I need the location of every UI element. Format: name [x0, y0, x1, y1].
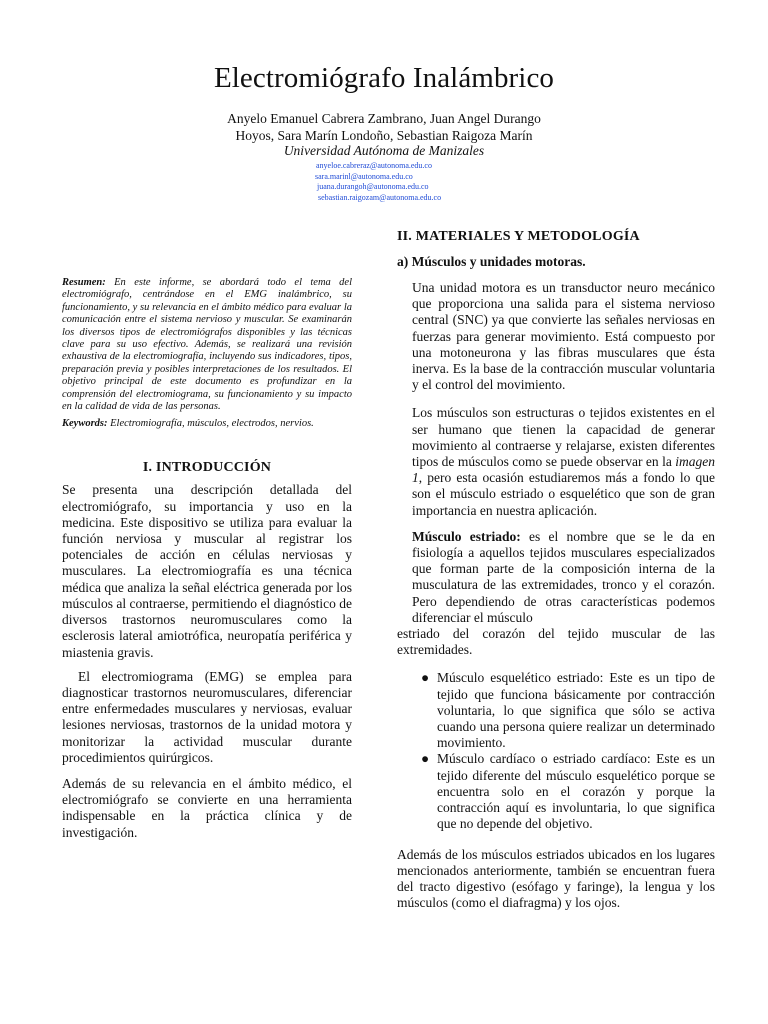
- bullet-icon: ●: [421, 670, 430, 686]
- email-link[interactable]: sara.marinl@autonoma.edu.co: [315, 171, 413, 181]
- authors-line-2: Hoyos, Sara Marín Londoño, Sebastian Raigoza Marín: [235, 128, 533, 143]
- methods-paragraph-2: Los músculos son estructuras o tejidos existentes en el ser humano que tienen la capacidad de generar movimiento al contraerse y relajarse, existen diferentes tipos de músculos como se puede observar en la imagen 1, pero esta ocasión estudiaremos más a fondo lo que son el músculo estriado o esquelético que son de gran importancia en nuestra aplicación.: [412, 405, 715, 518]
- right-column: [397, 229, 715, 911]
- keywords-label: Keywords:: [62, 418, 108, 430]
- intro-paragraph-3: Además de su relevancia en el ámbito médico, el electromiógrafo se convierte en una herramienta indispensable en la práctica clínica y de investigación.: [62, 775, 352, 840]
- keywords-text: Electromiografía, músculos, electrodos, nervios.: [107, 418, 314, 430]
- list-item: ● Músculo cardíaco o estriado cardíaco: Este es un tejido diferente del músculo esquelético porque se encuentra solo en el corazón y porque la contracción aquí es involuntaria, lo que significa que no depende del objetivo.: [421, 751, 715, 832]
- email-link[interactable]: anyeloe.cabreraz@autonoma.edu.co: [316, 161, 432, 170]
- methods-paragraph-1: Una unidad motora es un transductor neuro mecánico que proporciona una salida para el sistema nervioso central (SNC) ya que convierte las señales nerviosas en fuerzas para generar movimiento. Está compuesto por una motoneurona y las fibras musculares que ésta inerva. Es la base de la contracción muscular voluntaria y el control del movimiento.: [412, 280, 715, 393]
- methods-subheading: a) Músculos y unidades motoras.: [397, 254, 586, 269]
- abstract-text: En este informe, se abordará todo el tema del electromiógrafo, centrándose en el EMG inalámbrico, su funcionamiento, y su relevancia en el ámbito médico para evaluar la comunicación entre el sistema nervioso y muscular. Se examinarán los diversos tipos de electromiógrafos disponibles y las técnicas clave para su uso efectivo. Además, se realizará una revisión exhaustiva de la electromiografía, incluyendo sus indicadores, tipos, preparación previa y posibles interpretaciones de los resultados. El objetivo principal de este documento es profundizar en la comprensión del electromiograma, su funcionamiento y su impacto en la calidad de vida de las personas.: [62, 277, 352, 413]
- university-name: Universidad Autónoma de Manizales: [283, 143, 485, 158]
- list-item: ● Músculo esquelético estriado: Este es un tipo de tejido que funciona básicamente por contracción voluntaria, lo que significa que sólo se activa cuando una persona quiere realizar un determinado movimiento.: [421, 670, 715, 751]
- methods-paragraph-3-tail: estriado del corazón del tejido muscular de las extremidades.: [397, 626, 715, 658]
- methods-heading: II. MATERIALES Y METODOLOGÍA: [397, 229, 640, 244]
- abstract-label: Resumen:: [62, 277, 106, 288]
- intro-heading: I. INTRODUCCIÓN: [142, 460, 272, 476]
- intro-paragraph-2: El electromiograma (EMG) se emplea para diagnosticar trastornos neuromusculares, diferenciar entre enfermedades musculares y nerviosas, evaluar lesiones nerviosas, trastornos de la unidad motora y monitorizar la actividad muscular durante procedimientos quirúrgicos.: [62, 668, 352, 765]
- keywords: [62, 417, 352, 430]
- abstract: [62, 277, 352, 413]
- email-link[interactable]: sebastian.raigozam@autonoma.edu.co: [318, 192, 442, 202]
- left-column: [62, 277, 352, 841]
- author-list: [184, 110, 584, 144]
- bullet-icon: ●: [421, 751, 430, 767]
- methods-paragraph-4: Además de los músculos estriados ubicados en los lugares mencionados anteriormente, también se encuentran fuera del tracto digestivo (esófago y faringe), la lengua y los músculos (como el diafragma) y los ojos.: [397, 846, 715, 911]
- authors-line-1: Anyelo Emanuel Cabrera Zambrano, Juan Angel Durango: [227, 111, 541, 126]
- striated-muscle-term: Músculo estriado:: [412, 528, 521, 544]
- email-list: [290, 161, 490, 203]
- email-link[interactable]: juana.durangoh@autonoma.edu.co: [317, 182, 429, 191]
- methods-paragraph-3: Músculo estriado: es el nombre que se le da en fisiología a aquellos tejidos musculares especializados que forman parte de la composición interna de la musculatura de las extremidades, tronco y el corazón. Pero dependiendo de otras características podemos diferenciar el músculo: [412, 528, 715, 625]
- paper-title: Electromiógrafo Inalámbrico: [213, 62, 555, 94]
- figure-reference: imagen 1: [412, 454, 715, 486]
- intro-paragraph-1: Se presenta una descripción detallada del electromiógrafo, su importancia y uso en la medicina. Este dispositivo se utiliza para evaluar la función nerviosa y muscular al registrar los potenciales de acción en células nerviosas y musculares. La electromiografía es una técnica médica que analiza la señal eléctrica generada por los músculos al contraerse, permitiendo el diagnóstico de diversos trastornos neuromusculares como la esclerosis lateral amiotrófica, neuropatía periférica y miastenia gravis.: [62, 482, 352, 660]
- muscle-type-list: [421, 670, 715, 832]
